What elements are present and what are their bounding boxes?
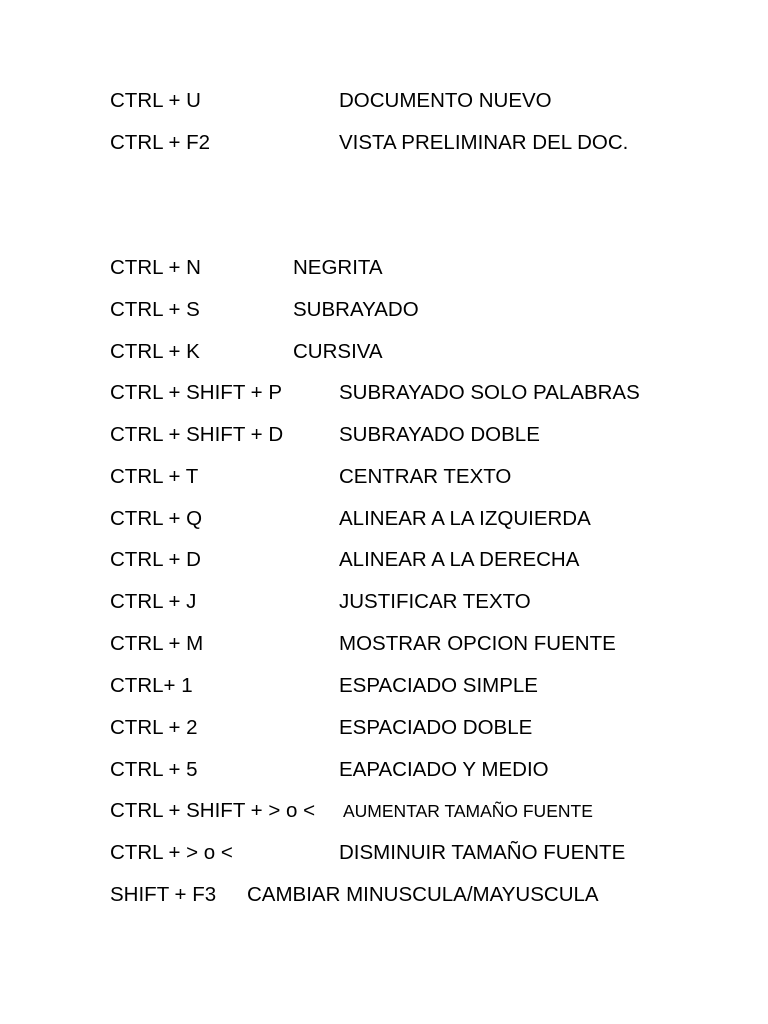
shortcut-description: DISMINUIR TAMAÑO FUENTE [339, 841, 626, 864]
shortcut-description: CENTRAR TEXTO [339, 465, 512, 488]
shortcut-key: CTRL + > o < [110, 841, 233, 864]
shortcut-key: CTRL + SHIFT + D [110, 423, 284, 446]
shortcut-key: CTRL + U [110, 89, 201, 112]
shortcut-description: AUMENTAR TAMAÑO FUENTE [343, 801, 593, 821]
shortcut-description: JUSTIFICAR TEXTO [339, 590, 531, 613]
shortcut-key: CTRL + SHIFT + > o < [110, 799, 316, 822]
shortcut-description: ALINEAR A LA IZQUIERDA [339, 507, 591, 530]
shortcut-key: CTRL + 2 [110, 716, 198, 739]
shortcut-key: CTRL + Q [110, 507, 203, 530]
shortcut-description: MOSTRAR OPCION FUENTE [339, 632, 616, 655]
shortcut-key: CTRL + SHIFT + P [110, 381, 283, 404]
shortcut-description: NEGRITA [293, 256, 383, 279]
shortcut-key: CTRL+ 1 [110, 674, 193, 697]
shortcut-description: SUBRAYADO [293, 298, 419, 321]
shortcut-description: CAMBIAR MINUSCULA/MAYUSCULA [247, 883, 599, 906]
shortcut-key: CTRL + F2 [110, 131, 211, 154]
shortcut-description: SUBRAYADO DOBLE [339, 423, 540, 446]
shortcut-description: ALINEAR A LA DERECHA [339, 548, 580, 571]
shortcut-description: CURSIVA [293, 340, 383, 363]
shortcut-description: ESPACIADO DOBLE [339, 716, 533, 739]
shortcut-key: CTRL + 5 [110, 758, 198, 781]
shortcut-key: CTRL + J [110, 590, 197, 613]
shortcut-key: CTRL + T [110, 465, 199, 488]
shortcut-key: CTRL + K [110, 340, 200, 363]
shortcut-description: DOCUMENTO NUEVO [339, 89, 552, 112]
shortcut-description: EAPACIADO Y MEDIO [339, 758, 549, 781]
shortcut-key: CTRL + D [110, 548, 201, 571]
shortcut-description: ESPACIADO SIMPLE [339, 674, 538, 697]
shortcut-key: CTRL + N [110, 256, 201, 279]
shortcut-key: SHIFT + F3 [110, 883, 217, 906]
shortcut-description: SUBRAYADO SOLO PALABRAS [339, 381, 640, 404]
shortcut-key: CTRL + M [110, 632, 204, 655]
shortcut-key: CTRL + S [110, 298, 200, 321]
shortcut-description: VISTA PRELIMINAR DEL DOC. [339, 131, 629, 154]
